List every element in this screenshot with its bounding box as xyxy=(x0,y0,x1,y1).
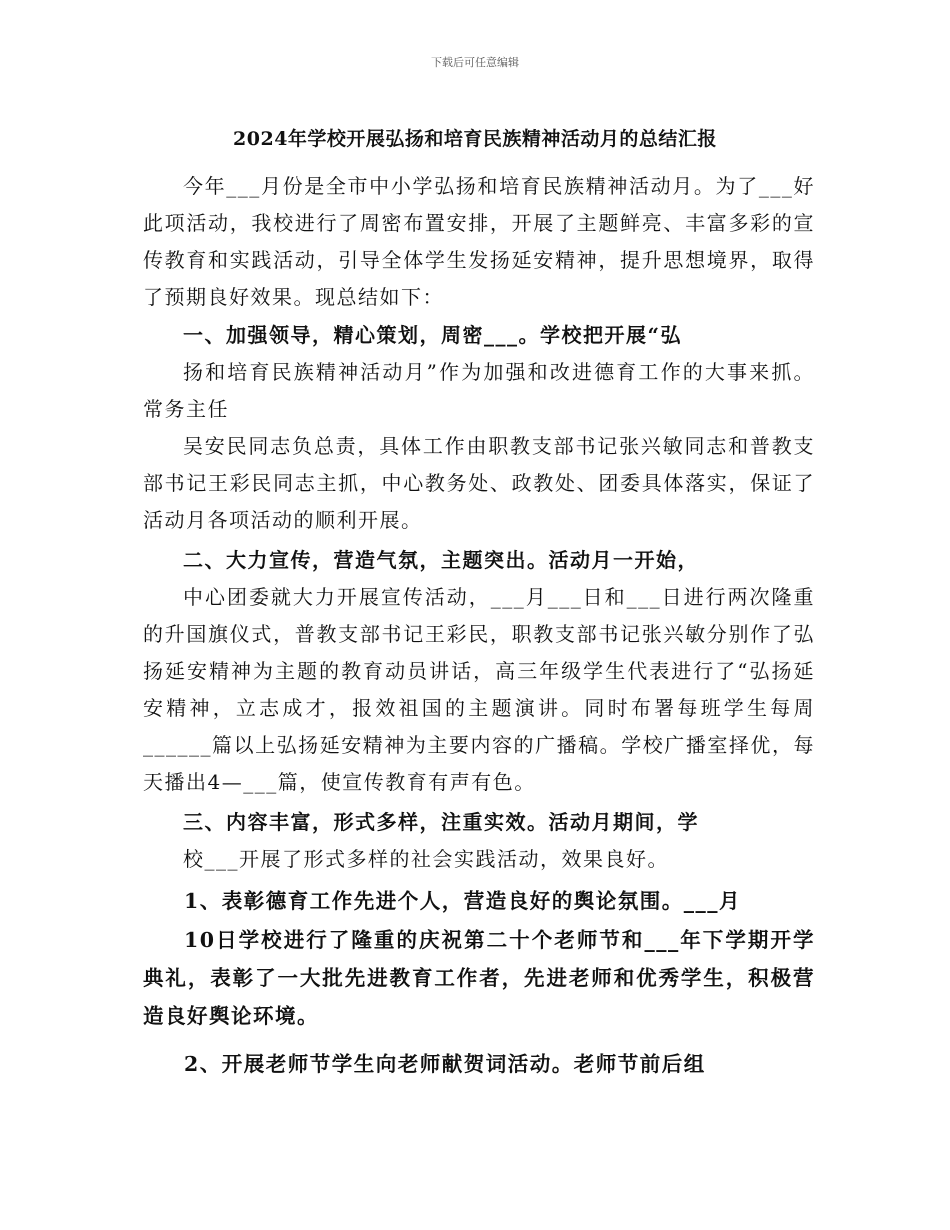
list-item-one-heading: 1、表彰德育工作先进个人，营造良好的舆论氛围。___月 xyxy=(184,889,742,913)
document-body xyxy=(143,168,815,1083)
section-heading-two: 二、大力宣传，营造气氛，主题突出。活动月一开始， xyxy=(183,548,699,572)
section-heading-three: 三、内容丰富，形式多样，注重实效。活动月期间，学 xyxy=(183,810,699,834)
page-header-note: 下载后可任意编辑 xyxy=(431,56,519,69)
list-item-two-heading: 2、开展老师节学生向老师献贺词活动。老师节前后组 xyxy=(184,1052,706,1076)
paragraph-section-three: 校___开展了形式多样的社会实践活动，效果良好。 xyxy=(183,847,669,871)
list-item-one-body: 10日学校进行了隆重的庆祝第二十个老师节和___年下学期开学典礼，表彰了一大批先进教育工作者，先进老师和优秀学生，积极营造良好舆论环境。 xyxy=(143,928,815,1028)
paragraph-section-one-a: 扬和培育民族精神活动月”作为加强和改进德育工作的大事来抓。常务主任 xyxy=(143,360,815,421)
section-heading-one: 一、加强领导，精心策划，周密___。学校把开展“弘 xyxy=(183,323,683,347)
paragraph-section-one-b: 吴安民同志负总责，具体工作由职教支部书记张兴敏同志和普教支部书记王彩民同志主抓，中心教务处、政教处、团委具体落实，保证了活动月各项活动的顺利开展。 xyxy=(143,434,815,532)
paragraph-section-two: 中心团委就大力开展宣传活动，___月___日和___日进行两次隆重的升国旗仪式，普教支部书记王彩民，职教支部书记张兴敏分别作了弘扬延安精神为主题的教育动员讲话，高三年级学生代表进行了“弘扬延安精神，立志成才，报效祖国的主题演讲。同时布署每班学生每周______篇以上弘扬延安精神为主要内容的广播稿。学校广播室择优，每天播出4—___篇，使宣传教育有声有色。 xyxy=(143,585,815,794)
paragraph-intro: 今年___月份是全市中小学弘扬和培育民族精神活动月。为了___好此项活动，我校进行了周密布置安排，开展了主题鲜亮、丰富多彩的宣传教育和实践活动，引导全体学生发扬延安精神，提升思想境界，取得了预期良好效果。现总结如下： xyxy=(143,174,815,309)
document-title: 2024年学校开展弘扬和培育民族精神活动月的总结汇报 xyxy=(233,128,717,150)
